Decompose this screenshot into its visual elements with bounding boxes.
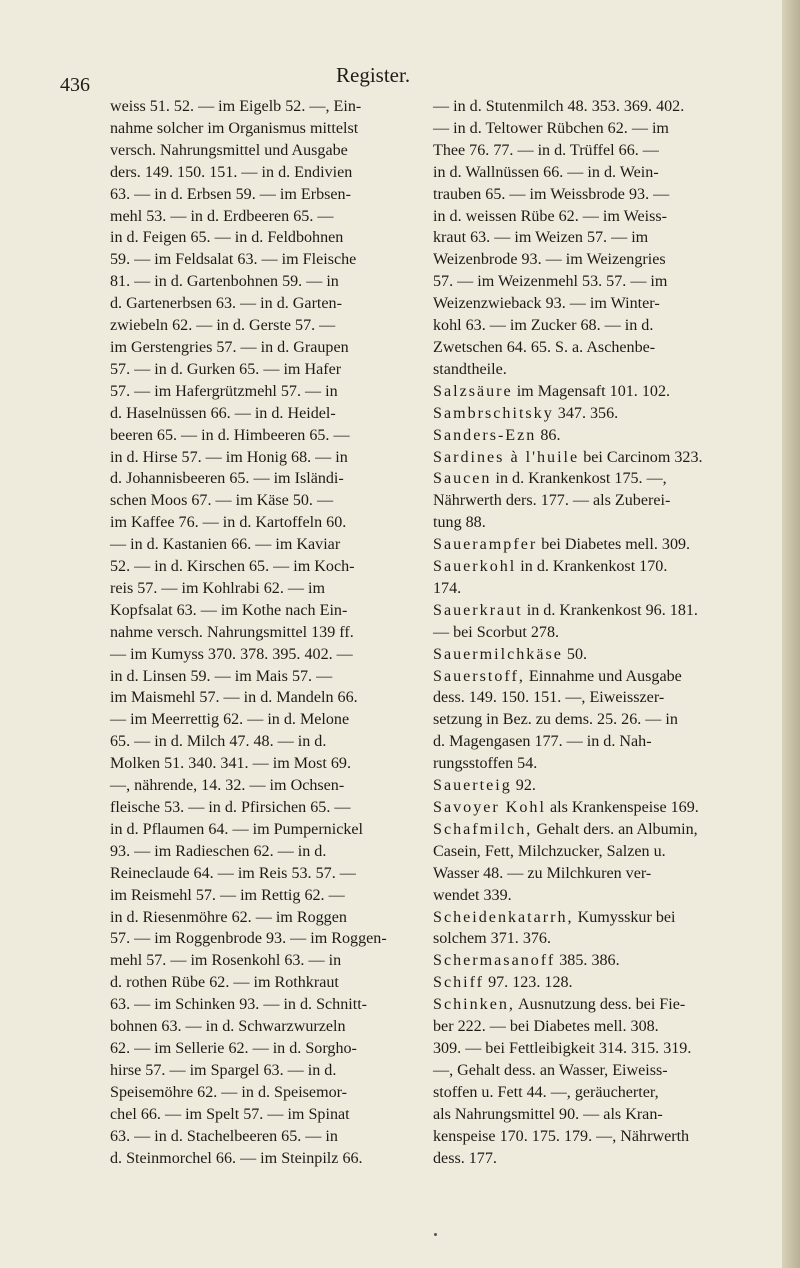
book-binding-edge <box>782 0 800 1268</box>
index-line: — in d. Kastanien 66. — im Kaviar <box>110 536 341 554</box>
index-headword: Schafmilch, <box>433 820 533 838</box>
index-text: in d. Krankenkost 96. 181. <box>522 601 698 619</box>
index-text: stoffen u. Fett 44. —, geräucherter, <box>433 1083 659 1101</box>
index-entry-start <box>433 381 771 403</box>
index-text: 97. 123. 128. <box>484 974 573 992</box>
index-line <box>433 1126 771 1148</box>
index-line <box>433 227 771 249</box>
index-line <box>433 753 771 775</box>
index-text: in d. Krankenkost 175. —, <box>491 470 667 488</box>
index-entry-start <box>433 600 771 622</box>
index-line <box>433 885 771 907</box>
index-text: dess. 149. 150. 151. —, Eiweisszer- <box>433 689 665 707</box>
index-text: im Magensaft 101. 102. <box>512 382 671 400</box>
index-line: Speisemöhre 62. — in d. Speisemor- <box>110 1083 348 1101</box>
index-line <box>433 140 771 162</box>
index-entry-start <box>433 425 771 447</box>
index-headword: Sauerkraut <box>433 601 523 619</box>
index-entry-start <box>433 403 771 425</box>
index-line: fleische 53. — in d. Pfirsichen 65. — <box>110 799 351 816</box>
index-line: im Maismehl 57. — in d. Mandeln 66. <box>110 689 358 707</box>
index-line: 57. — in d. Gurken 65. — im Hafer <box>110 360 342 378</box>
index-text: ber 222. — bei Diabetes mell. 308. <box>433 1018 659 1036</box>
index-line <box>433 928 771 950</box>
index-headword: Sauerteig <box>433 777 512 795</box>
index-text: kenspeise 170. 175. 179. —, Nährwerth <box>433 1127 690 1145</box>
index-headword: Savoyer Kohl <box>433 799 546 816</box>
index-headword: Sauerstoff, <box>433 667 525 685</box>
index-text: Einnahme und Ausgabe <box>524 667 682 685</box>
index-text: 347. 356. <box>553 404 619 422</box>
index-headword: Sauerkohl <box>433 558 517 576</box>
index-text: setzung in Bez. zu dems. 25. 26. — in <box>433 711 678 729</box>
index-headword: Saucen <box>433 470 492 488</box>
index-line <box>433 315 771 337</box>
index-line: 63. — in d. Erbsen 59. — im Erbsen- <box>110 185 351 203</box>
index-headword: Schinken, <box>433 996 515 1014</box>
index-entry-start <box>433 819 771 841</box>
index-line <box>433 578 771 600</box>
index-text: 57. — im Weizenmehl 53. 57. — im <box>433 273 668 291</box>
index-line: nahme solcher im Organismus mittelst <box>110 119 359 137</box>
index-line: — im Kumyss 370. 378. 395. 402. — <box>110 645 353 663</box>
index-text: bei Carcinom 323. <box>579 448 703 466</box>
index-line: 65. — in d. Milch 47. 48. — in d. <box>110 733 327 751</box>
index-line: schen Moos 67. — im Käse 50. — <box>110 492 334 510</box>
index-entry-start <box>433 907 771 929</box>
index-headword: Salzsäure <box>433 382 513 400</box>
index-line: 81. — in d. Gartenbohnen 59. — in <box>110 273 339 291</box>
index-text: — in d. Teltower Rübchen 62. — im <box>433 119 669 137</box>
index-headword: Sambrschitsky <box>433 404 554 422</box>
index-line: mehl 53. — in d. Erdbeeren 65. — <box>110 207 334 225</box>
index-headword: Sanders-Ezn <box>433 426 537 444</box>
index-entry-start <box>433 534 771 556</box>
index-text: 86. <box>536 426 561 444</box>
index-line: im Kaffee 76. — in d. Kartoffeln 60. <box>110 514 347 532</box>
index-line <box>433 337 771 359</box>
index-column-left <box>110 96 444 1169</box>
index-line: im Gerstengries 57. — in d. Graupen <box>110 338 349 356</box>
index-line: Molken 51. 340. 341. — im Most 69. <box>110 755 351 773</box>
index-line <box>433 709 771 731</box>
index-line: Kopfsalat 63. — im Kothe nach Ein- <box>110 601 348 619</box>
index-line: bohnen 63. — in d. Schwarzwurzeln <box>110 1018 346 1036</box>
index-headword: Sardines à l'huile <box>433 448 580 466</box>
index-entry-start <box>433 644 771 666</box>
index-entry-start <box>433 797 771 819</box>
index-text: kohl 63. — im Zucker 68. — in d. <box>433 317 654 335</box>
index-line <box>433 841 771 863</box>
index-line <box>433 249 771 271</box>
index-line: zwiebeln 62. — in d. Gerste 57. — <box>110 317 336 335</box>
index-line: 62. — im Sellerie 62. — in d. Sorgho- <box>110 1039 357 1057</box>
index-line: d. Gartenerbsen 63. — in d. Garten- <box>110 295 342 313</box>
index-text: Zwetschen 64. 65. S. a. Aschenbe- <box>433 338 656 356</box>
index-text: in d. weissen Rübe 62. — im Weiss- <box>433 207 667 225</box>
index-text: 309. — bei Fettleibigkeit 314. 315. 319. <box>433 1039 692 1057</box>
index-text: tung 88. <box>433 514 486 532</box>
index-entry-start <box>433 972 771 994</box>
index-text: — bei Scorbut 278. <box>433 623 560 641</box>
index-text: d. Magengasen 177. — in d. Nah- <box>433 733 652 751</box>
index-line <box>433 184 771 206</box>
running-head: Register. <box>336 63 411 87</box>
index-line: d. Haselnüssen 66. — in d. Heidel- <box>110 404 336 422</box>
index-line: in d. Feigen 65. — in d. Feldbohnen <box>110 229 344 247</box>
index-line: — im Meerrettig 62. — in d. Melone <box>110 711 350 729</box>
index-headword: Sauermilchkäse <box>433 645 563 663</box>
index-line <box>433 271 771 293</box>
index-line: d. Steinmorchel 66. — im Steinpilz 66. <box>110 1149 363 1167</box>
index-line: in d. Linsen 59. — im Mais 57. — <box>110 667 333 685</box>
index-line <box>433 1148 771 1170</box>
index-line <box>433 118 771 140</box>
index-text: trauben 65. — im Weissbrode 93. — <box>433 185 670 203</box>
index-text: solchem 371. 376. <box>433 930 552 948</box>
index-text: Casein, Fett, Milchzucker, Salzen u. <box>433 842 666 860</box>
index-line <box>433 96 771 118</box>
index-entry-start <box>433 447 771 469</box>
index-text: —, Gehalt dess. an Wasser, Eiweiss- <box>433 1061 668 1079</box>
index-line <box>433 1082 771 1104</box>
index-text: dess. 177. <box>433 1149 497 1167</box>
index-line: d. rothen Rübe 62. — im Rothkraut <box>110 974 339 992</box>
index-line: 59. — im Feldsalat 63. — im Fleische <box>110 251 357 269</box>
index-line <box>433 622 771 644</box>
index-entry-start <box>433 950 771 972</box>
index-line: nahme versch. Nahrungsmittel 139 ff. <box>110 623 354 641</box>
index-text: in d. Krankenkost 170. <box>516 558 668 576</box>
index-entry-start <box>433 666 771 688</box>
index-line <box>433 1104 771 1126</box>
index-text: Weizenbrode 93. — im Weizengries <box>433 251 666 269</box>
index-line <box>433 162 771 184</box>
index-line <box>433 1060 771 1082</box>
index-line <box>433 359 771 381</box>
index-text: — in d. Stutenmilch 48. 353. 369. 402. <box>433 98 685 115</box>
index-line: chel 66. — im Spelt 57. — im Spinat <box>110 1105 350 1123</box>
index-text: Nährwerth ders. 177. — als Zuberei- <box>433 492 671 510</box>
index-text: kraut 63. — im Weizen 57. — im <box>433 229 649 247</box>
index-line <box>433 1016 771 1038</box>
index-line: d. Johannisbeeren 65. — im Isländi- <box>110 470 344 488</box>
index-text: 174. <box>433 579 462 597</box>
index-entry-start <box>433 994 771 1016</box>
index-text: wendet 339. <box>433 886 512 904</box>
index-line <box>433 490 771 512</box>
index-text: rungsstoffen 54. <box>433 755 538 773</box>
index-headword: Schermasanoff <box>433 952 556 970</box>
index-text: Thee 76. 77. — in d. Trüffel 66. — <box>433 141 659 159</box>
index-line: 57. — im Hafergrützmehl 57. — in <box>110 382 338 400</box>
index-line <box>433 206 771 228</box>
index-line: in d. Hirse 57. — im Honig 68. — in <box>110 448 348 466</box>
index-line: —, nährende, 14. 32. — im Ochsen- <box>110 777 345 795</box>
index-line <box>433 293 771 315</box>
index-entry-start <box>433 468 771 490</box>
index-line <box>433 512 771 534</box>
page-number: 436 <box>60 74 90 96</box>
index-entry-start <box>433 775 771 797</box>
index-text: Kumysskur bei <box>573 908 676 926</box>
index-text: 385. 386. <box>555 952 620 970</box>
index-text: standtheile. <box>433 360 507 378</box>
index-line <box>433 687 771 709</box>
index-entry-start <box>433 556 771 578</box>
index-line: weiss 51. 52. — im Eigelb 52. —, Ein- <box>110 98 362 115</box>
index-line: 63. — im Schinken 93. — in d. Schnitt- <box>110 996 368 1014</box>
index-line: in d. Riesenmöhre 62. — im Roggen <box>110 908 347 926</box>
index-line: hirse 57. — im Spargel 63. — in d. <box>110 1061 337 1079</box>
index-text: Gehalt ders. an Albumin, <box>532 820 698 838</box>
index-headword: Sauerampfer <box>433 536 538 554</box>
index-line <box>433 1038 771 1060</box>
index-text: 50. <box>562 645 588 663</box>
index-line: 93. — im Radieschen 62. — in d. <box>110 842 327 860</box>
index-line: Reineclaude 64. — im Reis 53. 57. — <box>110 864 356 882</box>
index-line <box>433 863 771 885</box>
index-text: 92. <box>511 777 536 795</box>
index-line: ders. 149. 150. 151. — in d. Endivien <box>110 163 353 181</box>
index-text: Ausnutzung dess. bei Fie- <box>514 996 686 1014</box>
index-text: in d. Wallnüssen 66. — in d. Wein- <box>433 163 659 181</box>
index-line: reis 57. — im Kohlrabi 62. — im <box>110 579 326 597</box>
index-column-right <box>433 96 771 1169</box>
index-line <box>433 731 771 753</box>
index-headword: Schiff <box>433 974 485 992</box>
index-line: versch. Nahrungsmittel und Ausgabe <box>110 141 348 159</box>
index-headword: Scheidenkatarrh, <box>433 908 574 926</box>
index-line: mehl 57. — im Rosenkohl 63. — in <box>110 952 342 970</box>
print-speck <box>434 1233 437 1236</box>
index-text: als Krankenspeise 169. <box>545 799 699 816</box>
index-text: als Nahrungsmittel 90. — als Kran- <box>433 1105 663 1123</box>
index-text: Weizenzwieback 93. — im Winter- <box>433 295 660 313</box>
index-line: 57. — im Roggenbrode 93. — im Roggen- <box>110 930 387 948</box>
index-line: 52. — in d. Kirschen 65. — im Koch- <box>110 558 355 576</box>
index-text: Wasser 48. — zu Milchkuren ver- <box>433 864 652 882</box>
index-line: in d. Pflaumen 64. — im Pumpernickel <box>110 820 363 838</box>
index-line: im Reismehl 57. — im Rettig 62. — <box>110 886 345 904</box>
index-line: 63. — in d. Stachelbeeren 65. — in <box>110 1127 338 1145</box>
index-text: bei Diabetes mell. 309. <box>537 536 691 554</box>
index-line: beeren 65. — in d. Himbeeren 65. — <box>110 426 350 444</box>
